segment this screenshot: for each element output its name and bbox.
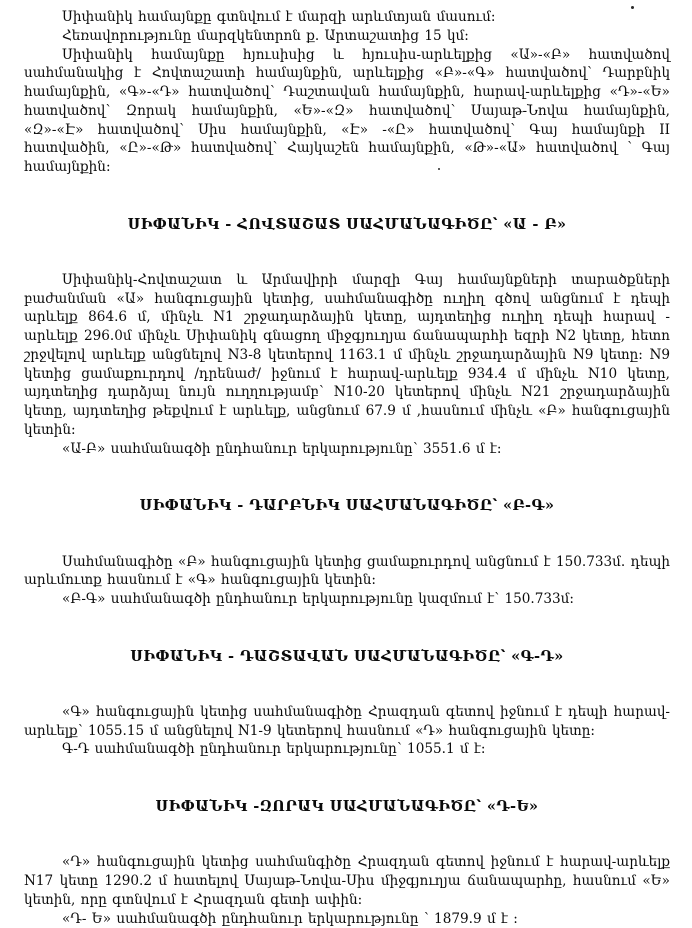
section-heading-b-g: ՍԻՓԱՆԻԿ - ԴԱՐԲՆԻԿ ՍԱՀՄԱՆԱԳԻԾԸ՝ «Բ-Գ» [24, 496, 670, 516]
section-d-e-description: «Դ» հանգուցային կետից սահմանգիծը Հրազդան գետով իջնում է հարավ-արևելք N17 կետը 1290.2 մ հատելով Սայաթ-Նովա-Սիս միջգյուղյա ճանապարհը, հասնում «Ե» կետին, որը գտնվում է Հրազդան գետի ափին: [24, 853, 670, 909]
section-g-d-description: «Գ» հանգուցային կետից սահմանագիծը Հրազդան գետով իջնում է դեպի հարավ-արևելք՝ 1055.15 մ անցնելով N1-9 կետերով հասնում «Դ» հանգուցային կետը: [24, 703, 670, 741]
section-d-e-total-length: «Դ- Ե» սահմանագծի ընդհանուր երկարությունը ՝ 1879.9 մ է : [24, 910, 670, 928]
scan-speck [438, 168, 440, 170]
section-heading-g-d: ՍԻՓԱՆԻԿ - ԴԱՇՏԱՎԱՆ ՍԱՀՄԱՆԱԳԻԾԸ՝ «Գ-Դ» [24, 647, 670, 667]
section-b-g-description: Սահմանագիծը «Բ» հանգուցային կետից ցամաքուրդով անցնում է 150.733մ. դեպի արևմուտք հասնում է «Գ» հանգուցային կետին: [24, 553, 670, 591]
scan-speck [631, 6, 634, 9]
section-a-b-total-length: «Ա-Բ» սահմանագծի ընդհանուր երկարությունը՝ 3551.6 մ է: [24, 440, 670, 459]
intro-line-distance: Հեռավորությունը մարզկենտրոն ք. Արտաշատից 15 կմ: [24, 27, 670, 46]
section-b-g-total-length: «Բ-Գ» սահմանագծի ընդհանուր երկարությունը կազմում է՝ 150.733մ: [24, 590, 670, 609]
section-heading-a-b: ՍԻՓԱՆԻԿ - ՀՈՎՏԱՇԱՏ ՍԱՀՄԱՆԱԳԻԾԸ՝ «Ա - Բ» [24, 215, 670, 235]
intro-line-location: Սիփանիկ համայնքը գտնվում է մարզի արևմտյան մասում: [24, 8, 670, 27]
section-g-d-total-length: Գ-Դ սահմանագծի ընդհանուր երկարությունը՝ 1055.1 մ է: [24, 740, 670, 759]
section-heading-d-e: ՍԻՓԱՆԻԿ -ԶՈՐԱԿ ՍԱՀՄԱՆԱԳԻԾԸ՝ «Դ-Ե» [24, 797, 670, 817]
intro-paragraph-borders: Սիփանիկ համայնքը հյուսիսից և հյուսիս-արևելքից «Ա»-«Բ» հատվածով սահմանակից է Հովտաշատի համայնքին, արևելքից «Բ»-«Գ» հատվածով՝ Դարբնիկ համայնքին, «Գ»-«Դ» հատվածով՝ Դաշտավան համայնքին, հարավ-արևելքից «Դ»-«Ե» հատվածով՝ Զորակ համայնքին, «Ե»-«Զ» հատվածով՝ Սայաթ-Նովա համայնքին, «Զ»-«Է» հատվածով՝ Սիս համայնքին, «Է» -«Ը» հատվածով՝ Գայ համայնքի II հատվածին, «Ը»-«Թ» հատվածով՝ Հայկաշեն համայնքին, «Թ»-«Ա» հատվածով ՝ Գայ համայնքին: [24, 46, 670, 177]
section-a-b-description: Սիփանիկ-Հովտաշատ և Արմավիրի մարզի Գայ համայնքների տարածքների բաժանման «Ա» հանգուցային կետից, սահմանագիծը ուղիղ գծով անցնում է դեպի արևելք 864.6 մ, մինչև N1 շրջադարձային կետը, այդտեղից ուղիղ դեպի հարավ - արևելք 296.0մ մինչև Սիփանիկ գնացող միջգյուղյա ճանապարհի եզրի N2 կետը, հետո շրջվելով արևելք անցնելով N3-8 կետերով 1163.1 մ մինչև շրջադարձային N9 կետը: N9 կետից ցամաքուրդով /դրենաժ/ իջնում է հարավ-արևելք 934.4 մ մինչև N10 կետը, այդտեղից դարձյալ նույն ուղղությամբ՝ N10-20 կետերով մինչև N21 շրջադարձային կետը, այդտեղից թեքվում է արևելք, անցնում 67.9 մ ,հասնում մինչև «Բ» հանգուցային կետին: [24, 271, 670, 440]
